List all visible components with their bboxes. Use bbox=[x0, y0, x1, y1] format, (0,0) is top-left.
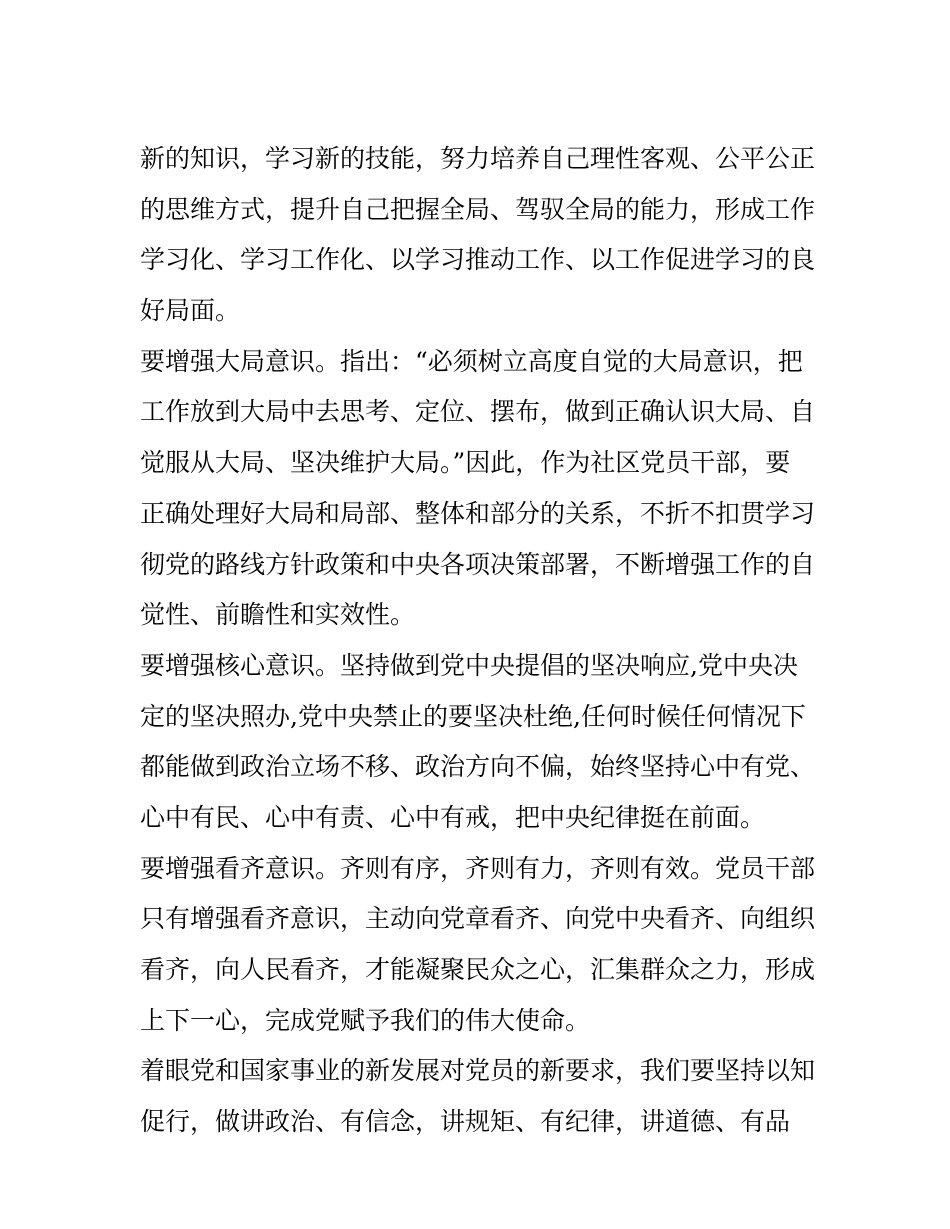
text-line: 学习化、学习工作化、以学习推动工作、以工作促进学习的良 bbox=[140, 245, 816, 275]
text-line: 都能做到政治立场不移、政治方向不偏，始终坚持心中有党、 bbox=[140, 752, 816, 782]
text-line: 要增强大局意识。指出：“必须树立高度自觉的大局意识，把 bbox=[140, 346, 803, 376]
text-line: 上下一心，完成党赋予我们的伟大使命。 bbox=[140, 1005, 591, 1035]
text-line: 定的坚决照办,党中央禁止的要坚决杜绝,任何时候任何情况下 bbox=[140, 701, 806, 731]
text-line: 彻党的路线方针政策和中央各项决策部署，不断增强工作的自 bbox=[140, 549, 816, 579]
body-text bbox=[140, 134, 820, 1148]
text-line: 新的知识，学习新的技能，努力培养自己理性客观、公平公正 bbox=[140, 144, 816, 173]
text-line: 觉性、前瞻性和实效性。 bbox=[140, 600, 416, 630]
text-line: 要增强看齐意识。齐则有序，齐则有力，齐则有效。党员干部 bbox=[140, 853, 816, 883]
text-line: 的思维方式，提升自己把握全局、驾驭全局的能力，形成工作 bbox=[140, 194, 816, 224]
text-line: 只有增强看齐意识，主动向党章看齐、向党中央看齐、向组织 bbox=[140, 904, 816, 934]
text-line: 促行，做讲政治、有信念，讲规矩、有纪律，讲道德、有品 bbox=[140, 1107, 791, 1137]
text-line: 要增强核心意识。坚持做到党中央提倡的坚决响应,党中央决 bbox=[140, 650, 798, 680]
text-line: 工作放到大局中去思考、定位、摆布，做到正确认识大局、自 bbox=[140, 397, 816, 427]
text-line: 觉服从大局、坚决维护大局。”因此，作为社区党员干部，要 bbox=[140, 448, 791, 478]
text-line: 着眼党和国家事业的新发展对党员的新要求，我们要坚持以知 bbox=[140, 1056, 816, 1086]
text-line: 正确处理好大局和局部、整体和部分的关系，不折不扣贯学习 bbox=[140, 498, 816, 528]
text-line: 看齐，向人民看齐，才能凝聚民众之心，汇集群众之力，形成 bbox=[140, 955, 816, 984]
text-line: 好局面。 bbox=[140, 296, 241, 326]
text-line: 心中有民、心中有责、心中有戒，把中央纪律挺在前面。 bbox=[140, 802, 766, 832]
